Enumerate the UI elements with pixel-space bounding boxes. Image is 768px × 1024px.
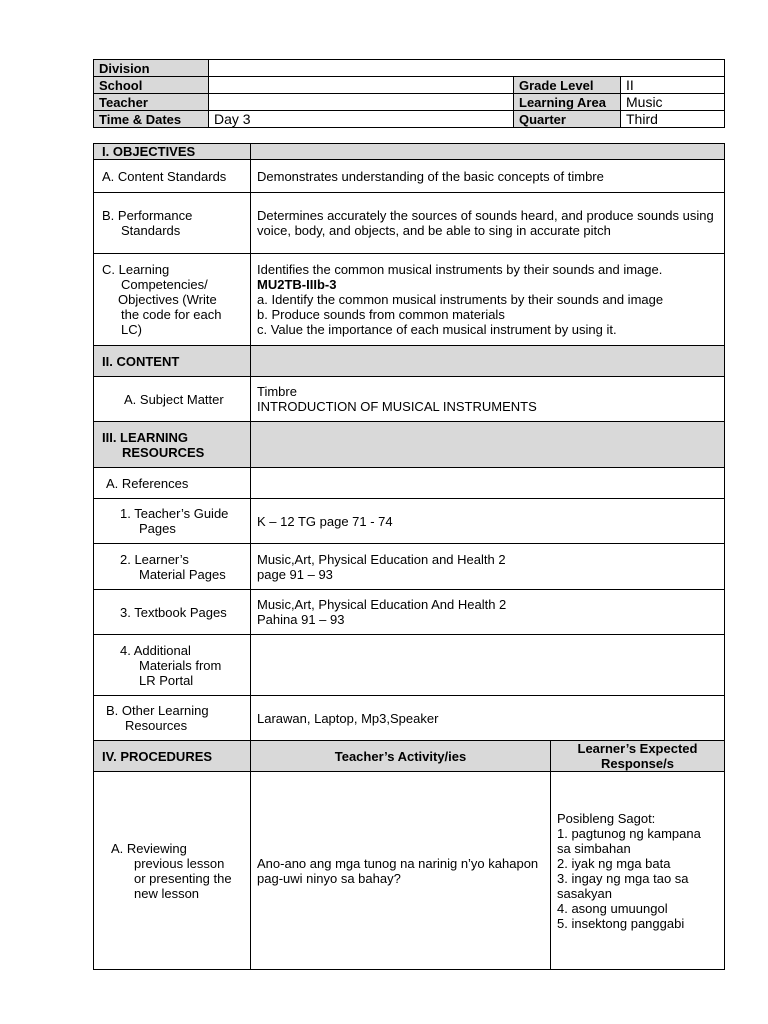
response-item: 2. iyak ng mga bata <box>557 855 671 871</box>
lesson-plan-table <box>93 143 725 970</box>
competencies-value <box>251 254 725 346</box>
subject-matter-value <box>251 377 725 422</box>
teacher-label: Teacher <box>94 94 209 111</box>
response-item: 5. insektong panggabi <box>557 915 685 931</box>
quarter-value: Third <box>621 111 725 128</box>
learning-resources-heading-line: III. LEARNING <box>102 429 188 445</box>
performance-standards-value: Determines accurately the sources of sounds heard, and produce sounds using voice, body, and objects, and be able to sing in accurate pitch <box>251 193 725 254</box>
procedures-heading: IV. PROCEDURES <box>94 741 251 772</box>
other-resources-label <box>94 696 251 741</box>
header-table <box>93 59 725 128</box>
division-value <box>209 60 725 77</box>
reviewing-lesson-label-line: new lesson <box>134 885 200 901</box>
references-value <box>251 468 725 499</box>
learner-response-header-line: Response/s <box>601 756 674 771</box>
response-item: 1. pagtunog ng kampana sa simbahan <box>557 825 701 856</box>
other-resources-label-line: Resources <box>125 718 188 733</box>
other-resources-value: Larawan, Laptop, Mp3,Speaker <box>251 696 725 741</box>
teacher-value <box>209 94 514 111</box>
textbook-pages: Pahina 91 – 93 <box>257 612 345 627</box>
additional-materials-label <box>94 635 251 696</box>
content-heading-fill <box>251 346 725 377</box>
grade-level-value: II <box>621 77 725 94</box>
time-dates-value: Day 3 <box>209 111 514 128</box>
learner-response-header-line: Learner’s Expected <box>577 741 698 756</box>
subject-matter-topic: Timbre <box>257 384 297 399</box>
subject-matter-label: A. Subject Matter <box>94 377 251 422</box>
learners-material-label <box>94 544 251 590</box>
additional-materials-label-line: 4. Additional <box>120 642 191 658</box>
reviewing-lesson-label-line: previous lesson <box>134 855 225 871</box>
time-dates-label: Time & Dates <box>94 111 209 128</box>
learner-response-column-header <box>551 741 725 772</box>
textbook-pages-value <box>251 590 725 635</box>
competencies-label-line: C. Learning <box>102 262 170 277</box>
content-standards-value: Demonstrates understanding of the basic concepts of timbre <box>251 160 725 193</box>
objectives-heading-fill <box>251 144 725 160</box>
objective-item: b. Produce sounds from common materials <box>257 307 505 322</box>
teachers-guide-value: K – 12 TG page 71 - 74 <box>251 499 725 544</box>
competency-statement: Identifies the common musical instruments by their sounds and image. <box>257 262 663 277</box>
competencies-label <box>94 254 251 346</box>
textbook-title: Music,Art, Physical Education And Health 2 <box>257 597 507 612</box>
competencies-label-line: LC) <box>121 322 142 337</box>
content-heading: II. CONTENT <box>94 346 251 377</box>
performance-standards-label-line: Standards <box>121 223 181 238</box>
other-resources-label-line: B. Other Learning <box>106 703 209 718</box>
learners-material-book: Music,Art, Physical Education and Health 2 <box>257 551 506 567</box>
response-item: 4. asong umuungol <box>557 900 668 916</box>
additional-materials-label-line: LR Portal <box>139 672 194 688</box>
references-label: A. References <box>94 468 251 499</box>
competencies-label-line: Objectives (Write <box>118 292 217 307</box>
content-standards-label: A. Content Standards <box>94 160 251 193</box>
performance-standards-label-line: B. Performance <box>102 208 193 223</box>
additional-materials-label-line: Materials from <box>139 657 222 673</box>
textbook-pages-label: 3. Textbook Pages <box>94 590 251 635</box>
learners-material-label-line: 2. Learner’s <box>120 551 189 567</box>
objective-item: a. Identify the common musical instruments by their sounds and image <box>257 292 664 307</box>
learning-area-value: Music <box>621 94 725 111</box>
reviewing-lesson-label-line: or presenting the <box>134 870 232 886</box>
teacher-activity-value: Ano-ano ang mga tunog na narinig n’yo kahapon pag-uwi ninyo sa bahay? <box>251 772 551 970</box>
reviewing-lesson-label-line: A. Reviewing <box>111 840 187 856</box>
response-item: Posibleng Sagot: <box>557 810 656 826</box>
competency-code: MU2TB-IIIb-3 <box>257 277 337 292</box>
competencies-label-line: the code for each <box>121 307 222 322</box>
subject-matter-title: INTRODUCTION OF MUSICAL INSTRUMENTS <box>257 399 537 414</box>
learners-material-value <box>251 544 725 590</box>
school-label: School <box>94 77 209 94</box>
quarter-label: Quarter <box>514 111 621 128</box>
additional-materials-value <box>251 635 725 696</box>
response-item: 3. ingay ng mga tao sa sasakyan <box>557 870 689 901</box>
teachers-guide-label-line: Pages <box>139 521 176 536</box>
teachers-guide-label <box>94 499 251 544</box>
learning-area-label: Learning Area <box>514 94 621 111</box>
objectives-heading: I. OBJECTIVES <box>94 144 251 160</box>
teacher-activity-column-header: Teacher’s Activity/ies <box>251 741 551 772</box>
learning-resources-heading <box>94 422 251 468</box>
teachers-guide-label-line: 1. Teacher’s Guide <box>120 506 229 521</box>
school-value <box>209 77 514 94</box>
reviewing-lesson-label <box>94 772 251 970</box>
learners-material-pages: page 91 – 93 <box>257 566 333 582</box>
learning-resources-heading-fill <box>251 422 725 468</box>
objective-item: c. Value the importance of each musical instrument by using it. <box>257 322 617 337</box>
learner-response-value <box>551 772 725 970</box>
division-label: Division <box>94 60 209 77</box>
grade-level-label: Grade Level <box>514 77 621 94</box>
learners-material-label-line: Material Pages <box>139 566 226 582</box>
competencies-label-line: Competencies/ <box>121 277 208 292</box>
performance-standards-label <box>94 193 251 254</box>
learning-resources-heading-line: RESOURCES <box>122 444 205 460</box>
